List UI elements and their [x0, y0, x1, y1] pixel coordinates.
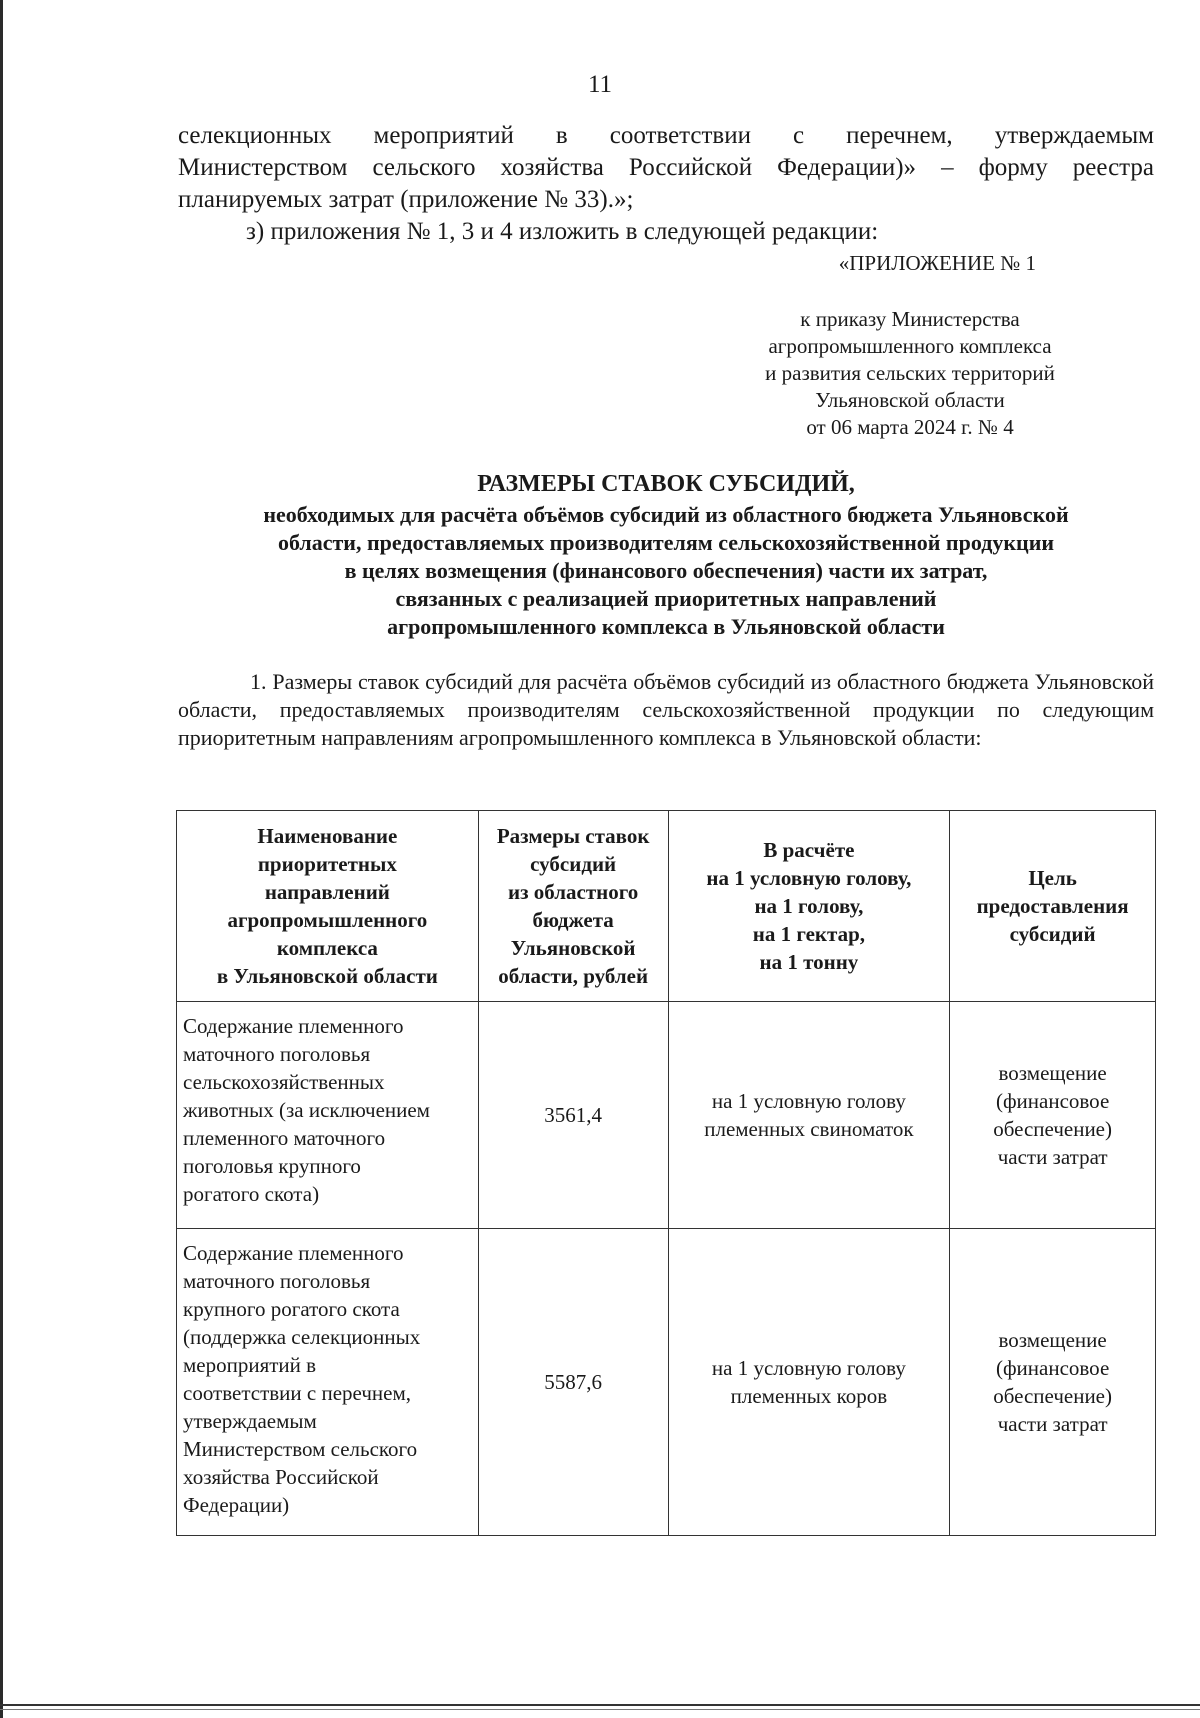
cell-line: комплекса — [276, 936, 378, 960]
cell-direction — [177, 1002, 479, 1229]
cell-line: приоритетных — [257, 852, 397, 876]
cell-line: (финансовое — [995, 1089, 1110, 1113]
cell-line: на 1 условную голову — [711, 1356, 906, 1380]
cell-line: на 1 условную голову, — [706, 866, 912, 890]
cell-line: маточного поголовья — [183, 1269, 371, 1293]
cell-line: обеспечение) — [993, 1384, 1112, 1408]
scan-bottom-rule — [0, 1704, 1200, 1706]
cell-line: Наименование — [257, 824, 398, 848]
cell-line: соответствии с перечнем, — [183, 1381, 411, 1405]
title-main: РАЗМЕРЫ СТАВОК СУБСИДИЙ, — [477, 471, 855, 497]
intro-line-2: Министерством сельского хозяйства Российской Федерации)» – форму реестра — [178, 154, 1154, 181]
page-number: 11 — [587, 71, 613, 98]
cell-purpose — [950, 1002, 1156, 1229]
cell-line: мероприятий в — [183, 1353, 317, 1377]
appendix-reference — [720, 306, 1100, 441]
cell-line: предоставления — [976, 894, 1129, 918]
title-line: агропромышленного комплекса в Ульяновской области — [387, 614, 945, 639]
intro-line-1: селекционных мероприятий в соответствии с перечнем, утверждаемым — [178, 122, 1154, 149]
cell-line: Содержание племенного — [183, 1241, 404, 1265]
intro-item-z: з) приложения № 1, 3 и 4 изложить в следующей редакции: — [246, 218, 879, 245]
title-line: в целях возмещения (финансового обеспечения) части их затрат, — [344, 558, 988, 583]
cell-rate: 5587,6 — [478, 1229, 668, 1536]
cell-line: племенного маточного — [183, 1126, 386, 1150]
cell-line: на 1 условную голову — [711, 1089, 906, 1113]
header-rate — [478, 811, 668, 1002]
cell-line: племенных свиноматок — [704, 1117, 914, 1141]
cell-unit — [668, 1229, 950, 1536]
cell-line: рогатого скота) — [183, 1182, 320, 1206]
header-purpose — [950, 811, 1156, 1002]
subsidy-rates-table — [176, 810, 1156, 1536]
cell-line: племенных коров — [730, 1384, 888, 1408]
cell-line: Ульяновской — [510, 936, 636, 960]
cell-line: (поддержка селекционных — [183, 1325, 421, 1349]
appendix-line: Ульяновской области — [815, 388, 1005, 412]
cell-line: на 1 голову, — [754, 894, 864, 918]
cell-line: В расчёте — [763, 838, 855, 862]
cell-direction — [177, 1229, 479, 1536]
cell-line: части затрат — [997, 1145, 1108, 1169]
cell-line: в Ульяновской области — [216, 964, 438, 988]
title-line: связанных с реализацией приоритетных направлений — [395, 586, 937, 611]
appendix-line: к приказу Министерства — [800, 307, 1020, 331]
appendix-line: агропромышленного комплекса — [768, 334, 1052, 358]
cell-line: Содержание племенного — [183, 1014, 404, 1038]
cell-line: Министерством сельского — [183, 1437, 418, 1461]
cell-line: обеспечение) — [993, 1117, 1112, 1141]
cell-line: агропромышленного — [227, 908, 428, 932]
intro-text — [178, 120, 1154, 248]
cell-line: на 1 гектар, — [752, 922, 866, 946]
cell-line: крупного рогатого скота — [183, 1297, 400, 1321]
cell-line: Размеры ставок — [496, 824, 650, 848]
cell-line: возмещение — [998, 1061, 1107, 1085]
title-line: области, предоставляемых производителям сельскохозяйственной продукции — [277, 530, 1055, 555]
table-row — [177, 1229, 1156, 1536]
cell-line: субсидий — [1009, 922, 1096, 946]
cell-line: утверждаемым — [183, 1409, 317, 1433]
cell-line: хозяйства Российской — [183, 1465, 379, 1489]
cell-line: поголовья крупного — [183, 1154, 361, 1178]
cell-line: направлений — [264, 880, 390, 904]
cell-line: (финансовое — [995, 1356, 1110, 1380]
cell-unit — [668, 1002, 950, 1229]
title-line: необходимых для расчёта объёмов субсидий из областного бюджета Ульяновской — [263, 502, 1069, 527]
cell-line: бюджета — [532, 908, 614, 932]
header-direction — [177, 811, 479, 1002]
appendix-line: от 06 марта 2024 г. № 4 — [806, 415, 1014, 439]
cell-line: животных (за исключением — [183, 1098, 430, 1122]
table-row — [177, 1002, 1156, 1229]
document-title — [178, 470, 1154, 641]
cell-line: на 1 тонну — [759, 950, 859, 974]
appendix-line: и развития сельских территорий — [765, 361, 1055, 385]
paragraph-1: 1. Размеры ставок субсидий для расчёта объёмов субсидий из областного бюджета Ульяновской области, предоставляемых производителям сельскохозяйственной продукции по следующим приоритетным направлениям агропромышленного комплекса в Ульяновской области: — [178, 669, 1154, 750]
header-unit — [668, 811, 950, 1002]
cell-line: субсидий — [530, 852, 617, 876]
cell-line: Цель — [1028, 866, 1077, 890]
appendix-label: «ПРИЛОЖЕНИЕ № 1 — [838, 251, 1036, 275]
intro-line-3: планируемых затрат (приложение № 33).»; — [178, 186, 634, 213]
cell-line: из областного — [508, 880, 639, 904]
cell-line: области, рублей — [498, 964, 649, 988]
scan-bottom-rule-thin — [0, 1709, 1200, 1710]
cell-purpose — [950, 1229, 1156, 1536]
cell-line: части затрат — [997, 1412, 1108, 1436]
table-header-row — [177, 811, 1156, 1002]
cell-line: сельскохозяйственных — [183, 1070, 385, 1094]
cell-rate: 3561,4 — [478, 1002, 668, 1229]
cell-line: Федерации) — [183, 1493, 290, 1517]
cell-line: маточного поголовья — [183, 1042, 371, 1066]
cell-line: возмещение — [998, 1328, 1107, 1352]
